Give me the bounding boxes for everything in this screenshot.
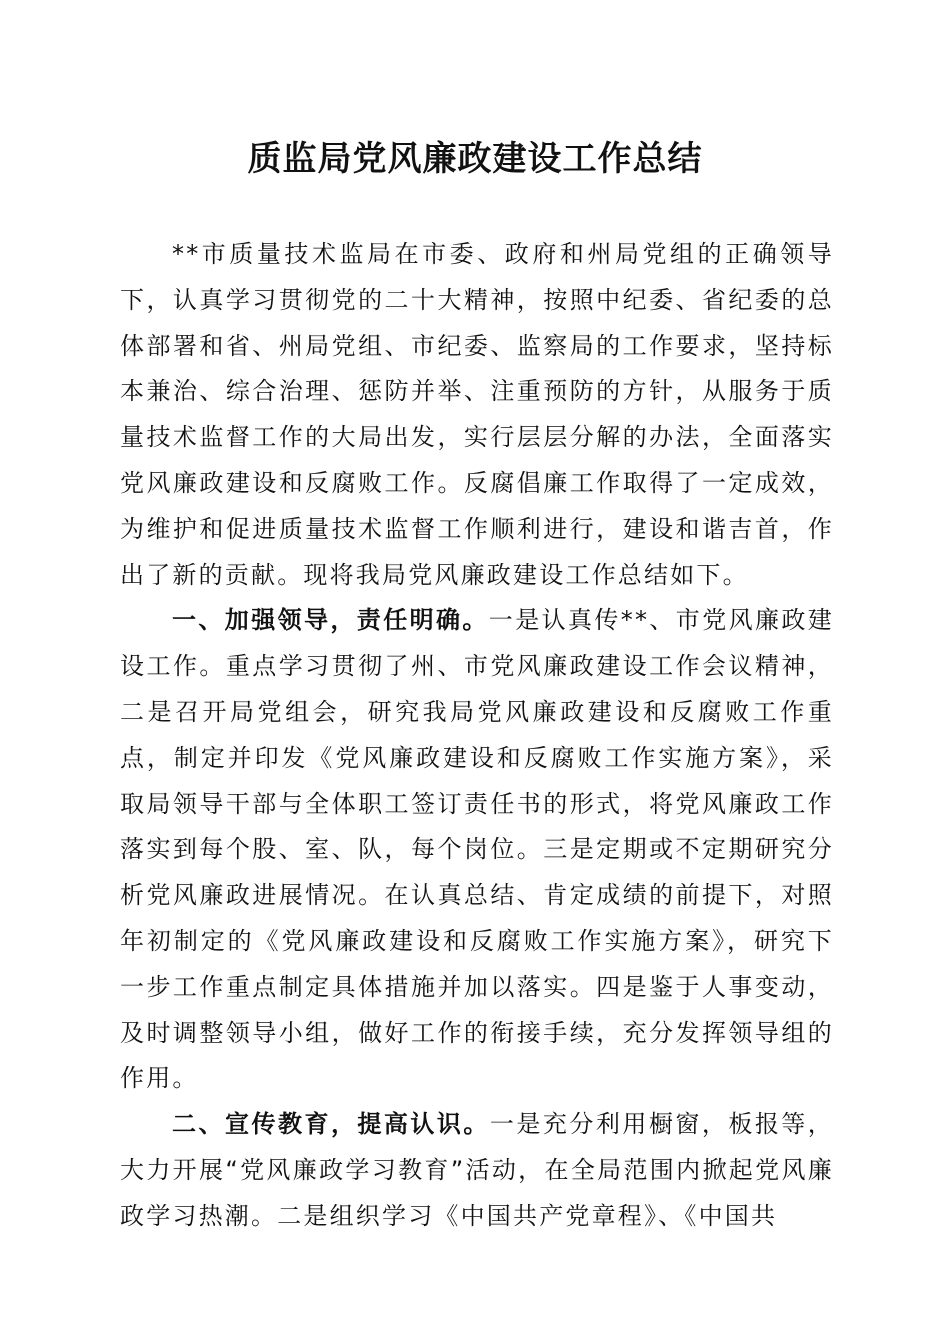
section-2-heading: 二、宣传教育，提高认识。 (172, 1110, 490, 1139)
intro-paragraph: **市质量技术监局在市委、政府和州局党组的正确领导下，认真学习贯彻党的二十大精神，按照中纪委、省纪委的总体部署和省、州局党组、市纪委、监察局的工作要求，坚持标本兼治、综合治理、惩防并举、注重预防的方针，从服务于质量技术监督工作的大局出发，实行层层分解的办法，全面落实党风廉政建设和反腐败工作。反腐倡廉工作取得了一定成效，为维护和促进质量技术监督工作顺利进行，建设和谐吉首，作出了新的贡献。现将我局党风廉政建设工作总结如下。 (120, 240, 834, 589)
section-2-text: 一是充分利用橱窗，板报等，大力开展“党风廉政学习教育”活动，在全局范围内掀起党风廉政学习热潮。二是组织学习《中国共产党章程》、《中国共 (120, 1110, 834, 1230)
section-2-paragraph (120, 1102, 834, 1239)
section-1-heading: 一、加强领导，责任明确。 (172, 606, 489, 635)
section-1-text: 一是认真传**、市党风廉政建设工作。重点学习贯彻了州、市党风廉政建设工作会议精神，二是召开局党组会，研究我局党风廉政建设和反腐败工作重点，制定并印发《党风廉政建设和反腐败工作实施方案》，采取局领导干部与全体职工签订责任书的形式，将党风廉政工作落实到每个股、室、队，每个岗位。三是定期或不定期研究分析党风廉政进展情况。在认真总结、肯定成绩的前提下，对照年初制定的《党风廉政建设和反腐败工作实施方案》，研究下一步工作重点制定具体措施并加以落实。四是鉴于人事变动，及时调整领导小组，做好工作的衔接手续，充分发挥领导组的作用。 (120, 606, 834, 1093)
document-title: 质监局党风廉政建设工作总结 (247, 139, 703, 179)
section-1-paragraph (120, 598, 834, 1102)
document-body (120, 232, 834, 1240)
